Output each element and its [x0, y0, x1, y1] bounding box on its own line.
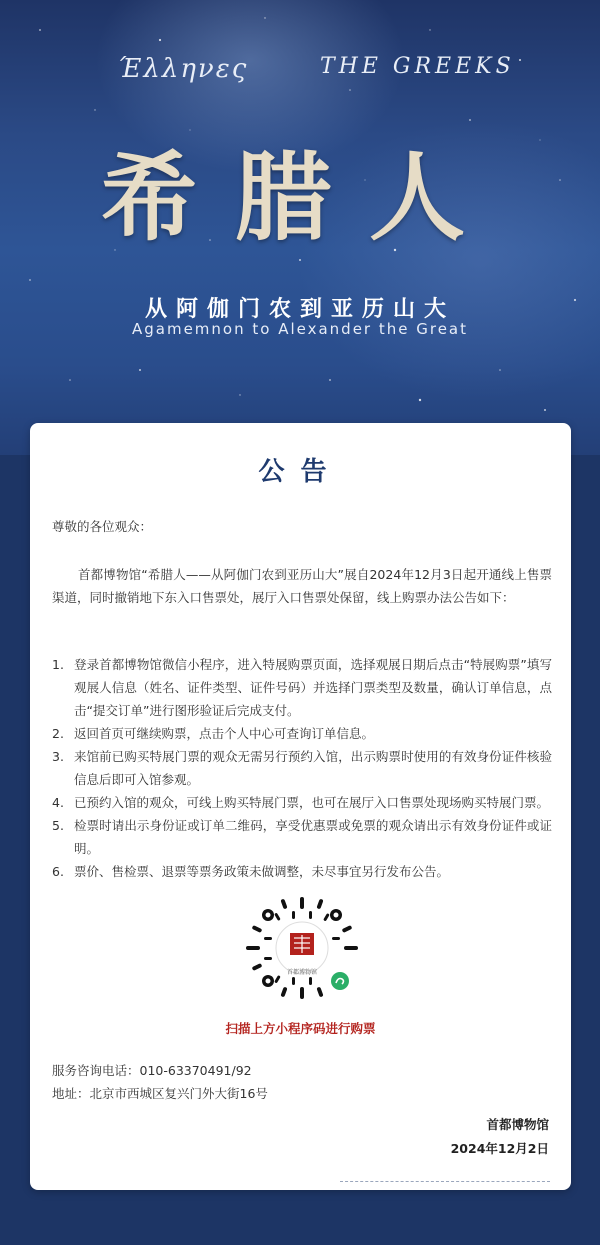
rule-number: 3.: [52, 749, 64, 764]
rule-item: [52, 791, 552, 814]
wechat-mini-program-code-icon[interactable]: [242, 893, 362, 1003]
address: 地址：北京市西城区复兴门外大街16号: [52, 1086, 268, 1101]
rule-item: [52, 745, 552, 791]
exhibition-subtitle-cn: 从阿伽门农到亚历山大: [144, 297, 455, 322]
qr-caption: 扫描上方小程序码进行购票: [225, 1021, 376, 1036]
rule-text: 登录首都博物馆微信小程序，进入特展购票页面，选择观展日期后点击“特展购票”填写观展人信息（姓名、证件类型、证件号码）并选择门票类型及数量，确认订单信息，点击“提交订单”进行图形验证后完成支付。: [74, 657, 552, 718]
rule-text: 返回首页可继续购票，点击个人中心可查询订单信息。: [74, 726, 375, 741]
signature-block: [451, 1113, 549, 1161]
rule-item: [52, 814, 552, 860]
divider: [340, 1181, 550, 1182]
greek-title: Έλληνες: [118, 54, 249, 84]
rule-text: 检票时请出示身份证或订单二维码，享受优惠票或免票的观众请出示有效身份证件或证明。: [74, 818, 552, 856]
rule-number: 1.: [52, 657, 64, 672]
rule-number: 6.: [52, 864, 64, 879]
rule-number: 5.: [52, 818, 64, 833]
exhibition-title: 希腊人: [101, 141, 503, 254]
contact-info: [52, 1059, 268, 1105]
hero-banner: [0, 0, 600, 455]
service-phone: 服务咨询电话：010-63370491/92: [52, 1063, 252, 1078]
rule-item: [52, 860, 552, 883]
qr-logo-text: 首都博物馆: [286, 970, 317, 976]
rule-item: [52, 653, 552, 722]
notice-title: 公告: [258, 457, 343, 487]
notice-date: 2024年12月2日: [450, 1141, 549, 1156]
notice-card: [30, 423, 571, 1190]
signature: 首都博物馆: [486, 1117, 549, 1132]
rule-text: 已预约入馆的观众，可线上购买特展门票，也可在展厅入口售票处现场购买特展门票。: [74, 795, 550, 810]
greeting: 尊敬的各位观众：: [52, 519, 153, 534]
rule-number: 2.: [52, 726, 64, 741]
ticket-rules-list: [52, 653, 552, 883]
notice-intro: 首都博物馆“希腊人——从阿伽门农到亚历山大”展自2024年12月3日起开通线上售票渠道，同时撤销地下东入口售票处，展厅入口售票处保留，线上购票办法公告如下：: [52, 567, 552, 605]
rule-number: 4.: [52, 795, 64, 810]
rule-item: [52, 722, 552, 745]
rule-text: 来馆前已购买特展门票的观众无需另行预约入馆，出示购票时使用的有效身份证件核验信息后即可入馆参观。: [74, 749, 552, 787]
english-title: THE GREEKS: [320, 54, 515, 79]
exhibition-subtitle-en: Agamemnon to Alexander the Great: [131, 320, 468, 338]
rule-text: 票价、售检票、退票等票务政策未做调整，未尽事宜另行发布公告。: [74, 864, 450, 879]
